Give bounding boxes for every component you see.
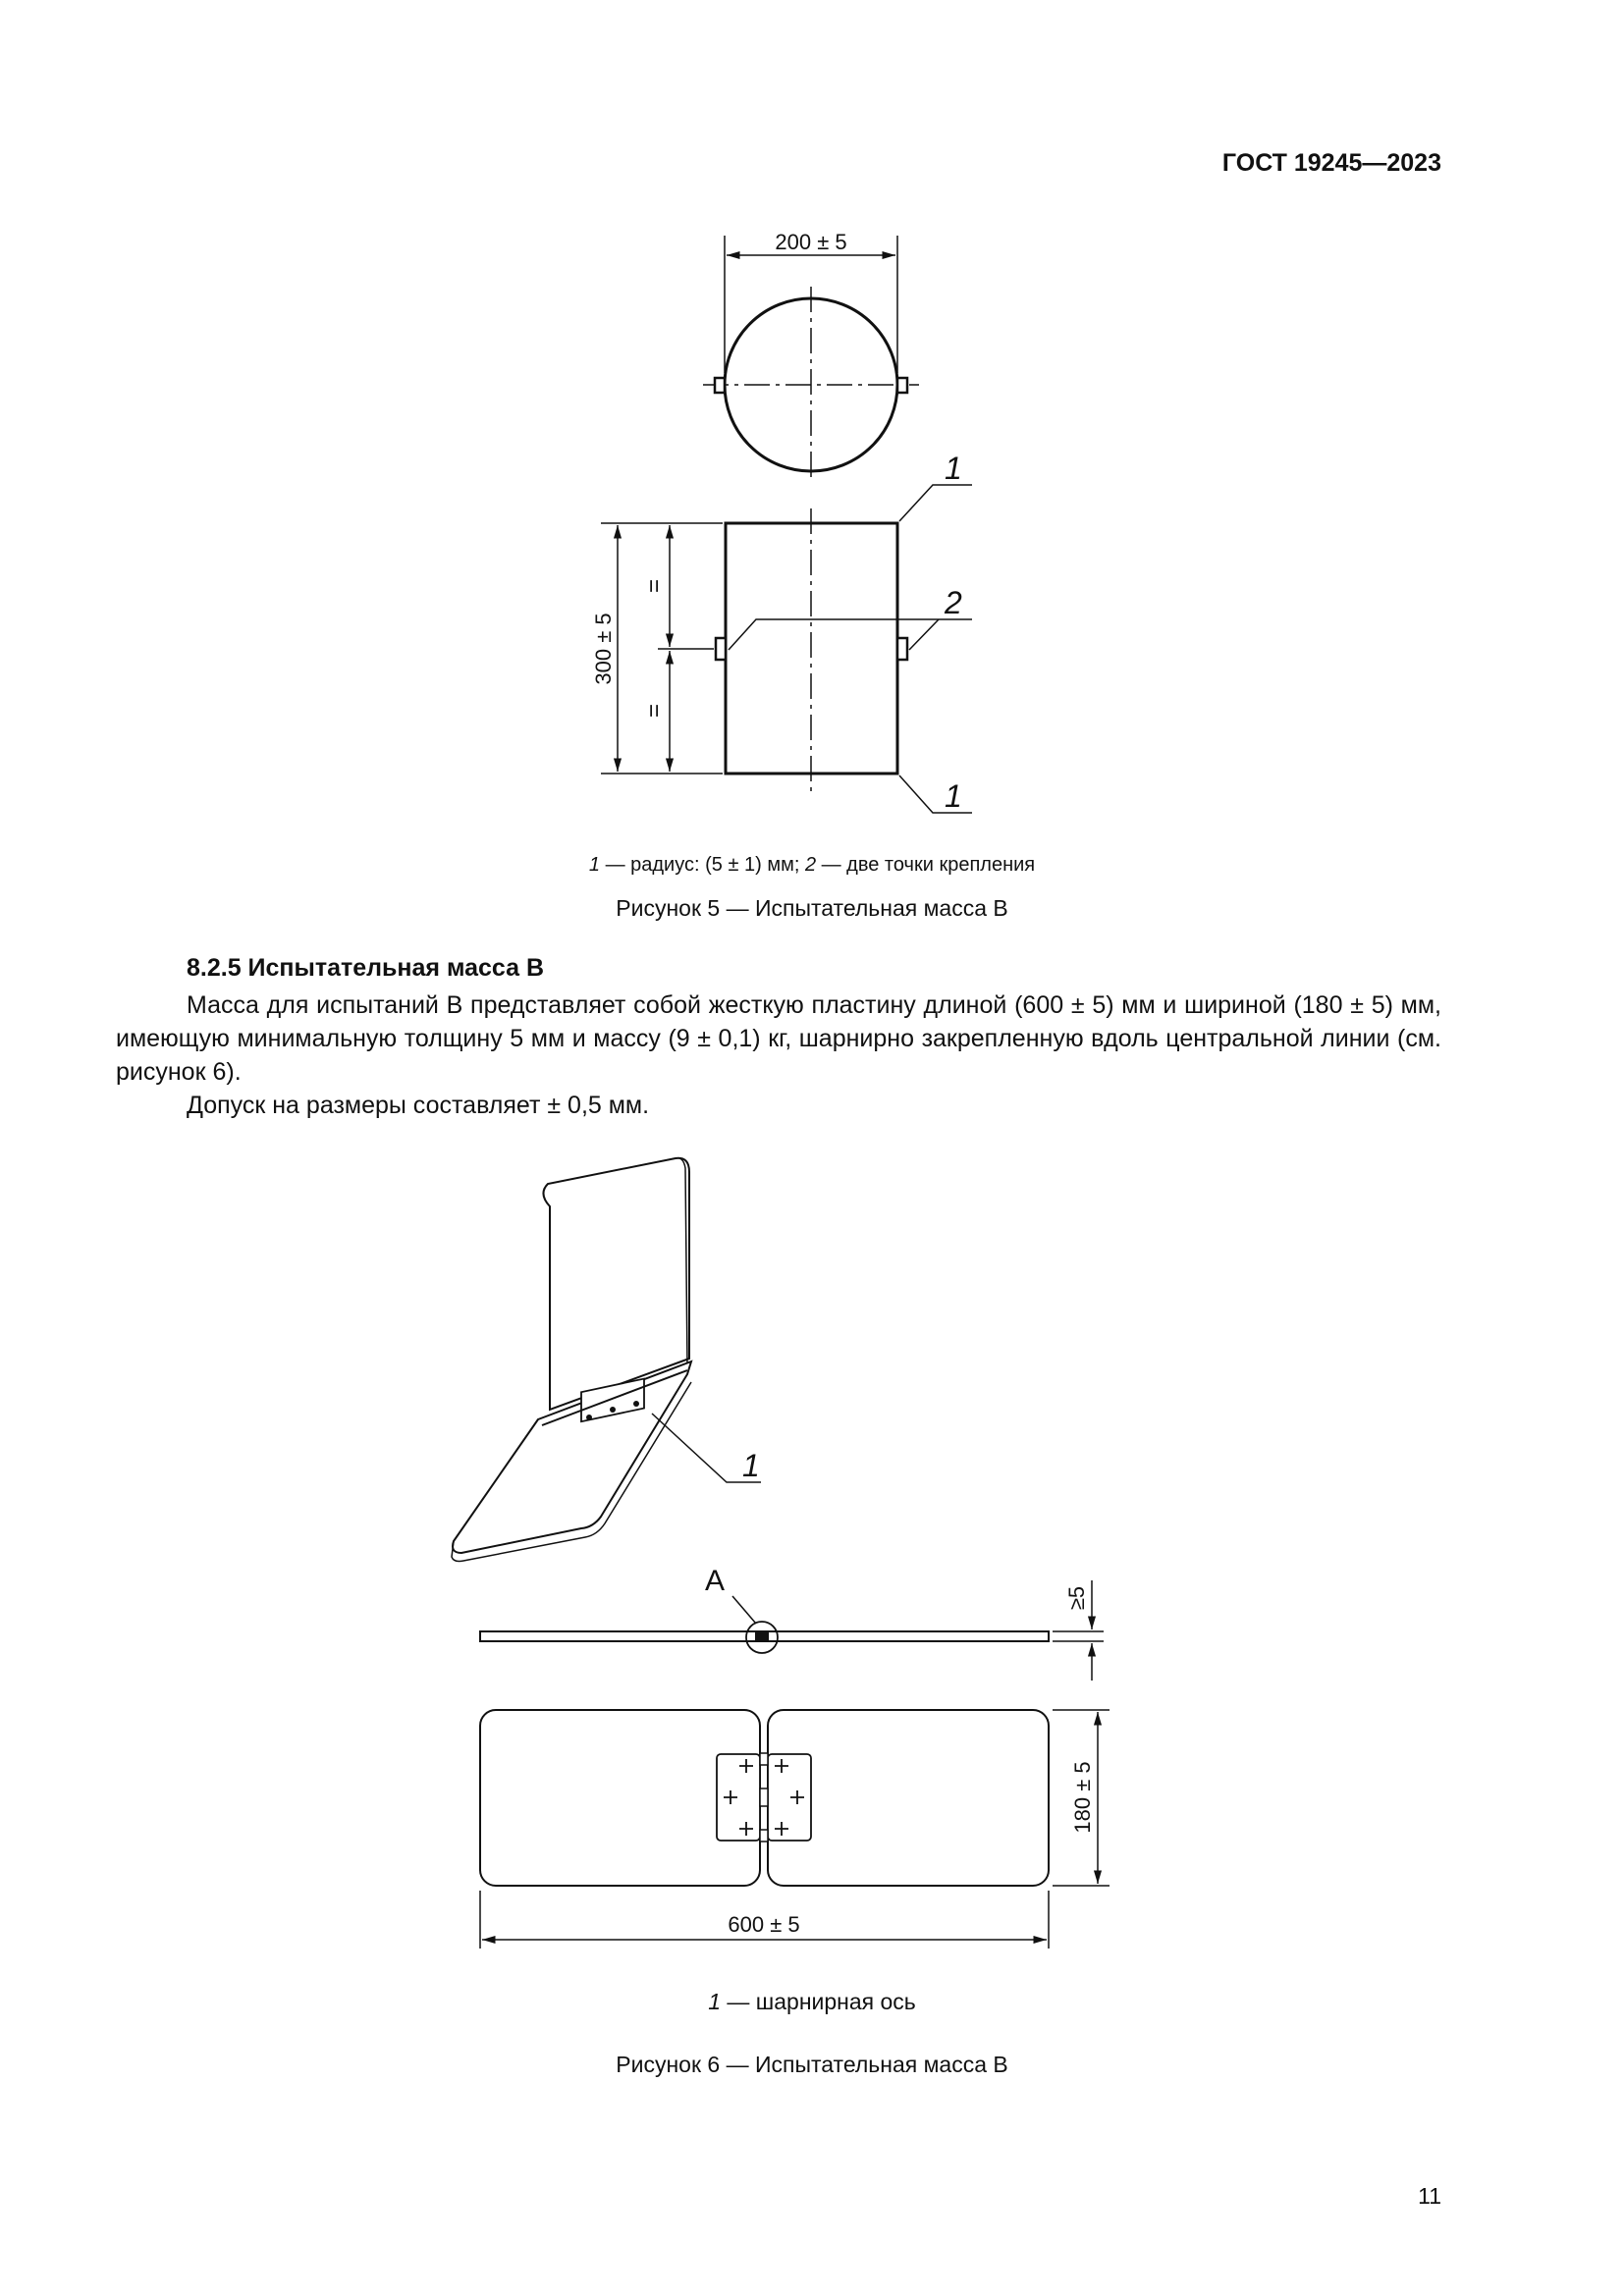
fig6-screw-3: [724, 1790, 737, 1804]
fig5-legend: [0, 854, 1624, 877]
fig5-legend-num-2: 2: [804, 854, 817, 876]
fig6-iso-lower-plate-edge: [452, 1382, 691, 1562]
fig5-legend-text-2: — две точки крепления: [816, 854, 1036, 876]
fig5-top-tab-right: [897, 378, 907, 393]
fig6-length-dim-label: 600 ± 5: [728, 1912, 800, 1937]
fig6-thickness-label: ≥5: [1064, 1585, 1089, 1611]
fig5-callout-1-top: 1: [945, 451, 962, 486]
fig5-leader-2-right: [909, 619, 939, 650]
fig6-plan-right-plate: [768, 1710, 1049, 1886]
fig6-iso-lower-plate: [453, 1362, 691, 1553]
fig6-plan-hinge-left-leaf: [717, 1754, 760, 1841]
fig5-height-dim-label: 300 ± 5: [591, 613, 616, 685]
fig5-callout-2: 2: [945, 585, 962, 620]
fig6-leader-1: [652, 1414, 761, 1482]
fig6-plan-screws: [724, 1759, 804, 1836]
fig6-iso-hinge-axis: [542, 1370, 687, 1425]
fig6-legend: [0, 1989, 1624, 2015]
fig6-legend-text-1: — шарнирная ось: [721, 1989, 916, 2014]
fig6-iso-hinge-rivet-3: [633, 1401, 639, 1407]
fig6-iso-upright-plate-edge: [676, 1158, 687, 1366]
fig6-iso-upright-plate: [543, 1158, 689, 1410]
fig6-iso-hinge-rivet-2: [610, 1407, 616, 1413]
fig6-screw-1: [739, 1759, 753, 1773]
fig5-legend-num-1: 1: [588, 854, 601, 876]
fig5-attachment-point-right: [897, 638, 907, 660]
fig6-screw-6: [775, 1822, 788, 1836]
fig6-screw-5: [739, 1822, 753, 1836]
fig6-caption: Рисунок 6 — Испытательная масса B: [616, 2052, 1008, 2077]
fig5-callout-1-bottom: 1: [945, 778, 962, 814]
fig5-legend-text-1: — радиус: (5 ± 1) мм;: [600, 854, 805, 876]
fig5-caption: Рисунок 5 — Испытательная масса B: [616, 895, 1008, 921]
fig5-attachment-point-left: [716, 638, 726, 660]
fig6-screw-4: [790, 1790, 804, 1804]
standard-code: ГОСТ 19245—2023: [1221, 149, 1441, 177]
fig6-side-view-plate: [480, 1631, 1049, 1641]
section-heading: 8.2.5 Испытательная масса B: [187, 954, 545, 982]
fig6-plan-hinge-right-leaf: [768, 1754, 811, 1841]
fig6-plan-hinge-knuckle-top: [760, 1753, 768, 1765]
fig5-leader-2-left: [729, 619, 972, 650]
fig5-top-tab-left: [715, 378, 725, 393]
fig6-screw-2: [775, 1759, 788, 1773]
fig6-iso-hinge-rivet-1: [586, 1415, 592, 1420]
fig6-plan-hinge-knuckle-mid: [760, 1789, 768, 1806]
fig6-iso-hinge: [581, 1379, 644, 1422]
fig5-leader-1-top: [899, 485, 972, 521]
fig6-detail-a-label: A: [705, 1565, 726, 1597]
section-paragraph-1: Масса для испытаний B представляет собой жесткую пластину длиной (600 ± 5) мм и шириной (180 ± 5) мм, имеющую минимальную толщину 5 мм и массу (9 ± 0,1) кг, шарнирно закрепленную вдоль центральной линии (см. рисунок 6).: [116, 991, 1441, 1086]
fig5-equal-mark-upper: =: [641, 578, 668, 594]
figure-5-drawing: [0, 0, 1624, 883]
fig6-plan-hinge-knuckle-bottom: [760, 1830, 768, 1842]
fig5-equal-mark-lower: =: [641, 703, 668, 719]
fig6-detail-a-circle: [746, 1622, 778, 1653]
section-paragraph-2: Допуск на размеры составляет ± 0,5 мм.: [187, 1092, 650, 1119]
fig6-callout-1: 1: [742, 1448, 760, 1483]
fig6-detail-a-hinge: [755, 1632, 769, 1642]
fig6-detail-a-leader: [732, 1596, 756, 1624]
page-number: 11: [1418, 2183, 1441, 2209]
fig6-legend-num-1: 1: [708, 1989, 721, 2014]
fig6-width-dim-label: 180 ± 5: [1070, 1761, 1095, 1834]
fig5-width-dim-label: 200 ± 5: [775, 230, 847, 254]
fig6-plan-left-plate: [480, 1710, 760, 1886]
